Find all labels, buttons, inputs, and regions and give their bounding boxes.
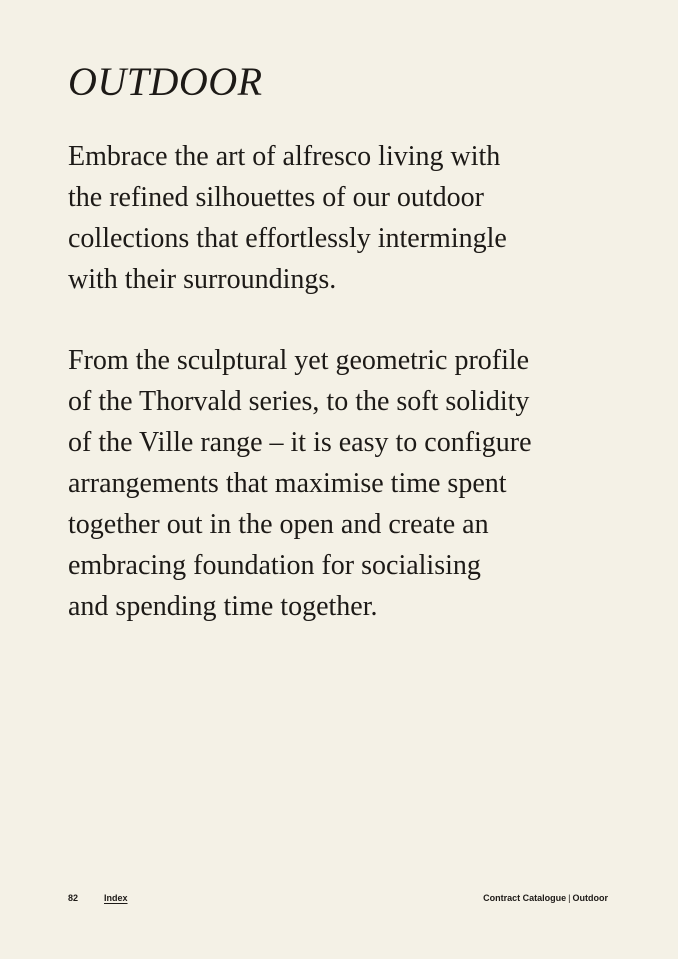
- description-line: arrangements that maximise time spent: [68, 468, 507, 499]
- description-line: together out in the open and create an: [68, 509, 489, 540]
- section-name: Outdoor: [572, 893, 608, 903]
- footer-separator: |: [568, 893, 571, 903]
- description-line: and spending time together.: [68, 591, 378, 622]
- intro-line: Embrace the art of alfresco living with: [68, 141, 501, 172]
- description-line: From the sculptural yet geometric profile: [68, 345, 530, 376]
- catalogue-name: Contract Catalogue: [483, 893, 567, 903]
- page-footer: [68, 889, 608, 907]
- description-line: of the Ville range – it is easy to configure: [68, 427, 532, 458]
- intro-paragraph: [68, 136, 588, 300]
- description-paragraph: [68, 340, 588, 627]
- description-line: embracing foundation for socialising: [68, 550, 481, 581]
- intro-line: with their surroundings.: [68, 264, 337, 295]
- description-line: of the Thorvald series, to the soft solidity: [68, 386, 530, 417]
- intro-line: the refined silhouettes of our outdoor: [68, 182, 485, 213]
- catalogue-section-label: [483, 893, 608, 903]
- page-title: OUTDOOR: [68, 59, 263, 104]
- intro-line: collections that effortlessly intermingle: [68, 223, 507, 254]
- page-number: 82: [68, 893, 79, 903]
- index-link[interactable]: Index: [104, 893, 128, 903]
